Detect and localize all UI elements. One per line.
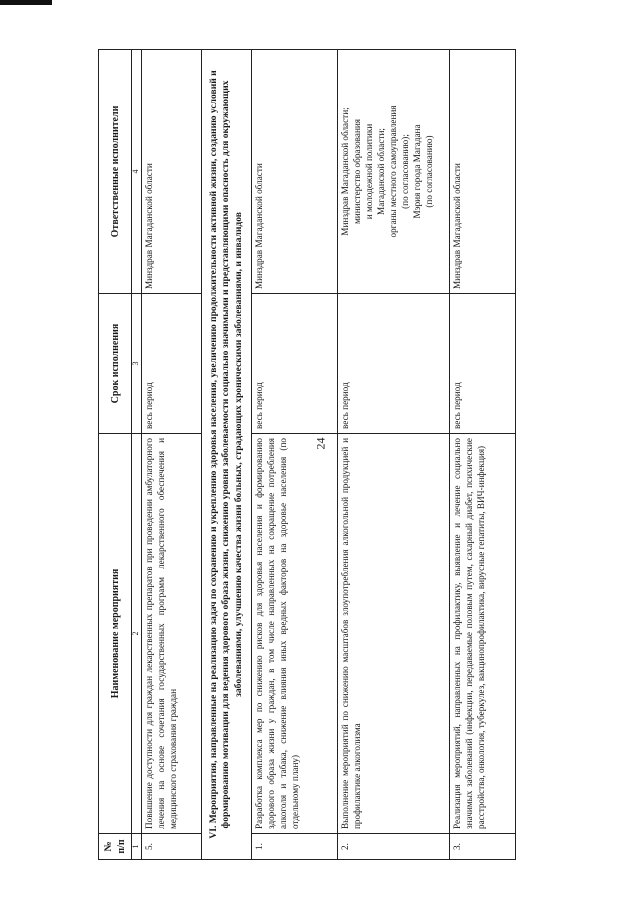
section-row xyxy=(201,50,251,860)
measure-deadline: весь период xyxy=(252,294,338,434)
header-no: № п/п xyxy=(99,834,132,860)
executor-line: Минздрав Магаданской области xyxy=(452,163,463,289)
header-deadline: Срок исполнения xyxy=(99,294,132,434)
executor-line: и молодежной политики xyxy=(364,123,375,220)
row-number: 2. xyxy=(338,834,450,860)
executor-line: (по согласованию); xyxy=(399,134,410,209)
row-number: 3. xyxy=(450,834,516,860)
measure-name: Разработка комплекса мер по снижению рисков для здоровья населения и формированию здорового образа жизни у граждан, в том числе направленных на сокращение потребления алкоголя и табака, снижение влияния иных вредных факторов на здоровье населения (по отдельному плану) xyxy=(252,434,338,834)
column-number: 2 xyxy=(132,434,142,834)
table-row xyxy=(141,50,201,860)
header-executors: Ответственные исполнители xyxy=(99,50,132,294)
column-number-row xyxy=(132,50,142,860)
section-title: VI. Мероприятия, направленные на реализацию задач по сохранению и укреплению здоровья населения, увеличению продолжительности активной жизни, созданию условий и формированию мотивации для ведения здорового образа жизни, снижению уровня заболеваемости социально значимыми и представляющими опасность для окружающих заболеваниями, улучшению качества жизни больных, страдающих хроническими заболеваниями, и инвалидов xyxy=(201,50,251,860)
measure-executors xyxy=(450,50,516,294)
measure-deadline: весь период xyxy=(450,294,516,434)
measure-executors xyxy=(252,50,338,294)
header-name: Наименование мероприятия xyxy=(99,434,132,834)
table-row xyxy=(252,50,338,860)
measure-deadline: весь период xyxy=(338,294,450,434)
measure-executors xyxy=(338,50,450,294)
executor-line: Магаданской области; xyxy=(376,128,387,215)
measure-name: Реализация мероприятий, направленных на профилактику, выявление и лечение социально значимых заболеваний (инфекции, передаваемые половым путем, сахарный диабет, психические расстройства, онкология, туберкулез, вакцинопрофилактика, вирусные гепатиты, ВИЧ-инфекция) xyxy=(450,434,516,834)
executor-line: Минздрав Магаданской области xyxy=(254,163,265,289)
row-number: 5. xyxy=(141,834,201,860)
column-number: 4 xyxy=(132,50,142,294)
measure-deadline: весь период xyxy=(141,294,201,434)
executor-line: (по согласованию) xyxy=(423,135,434,208)
rotated-table-container xyxy=(98,50,518,860)
column-number: 3 xyxy=(132,294,142,434)
table-row xyxy=(450,50,516,860)
column-number: 1 xyxy=(132,834,142,860)
executor-line: Минздрав Магаданской области; xyxy=(340,107,351,236)
scan-edge-mark xyxy=(0,0,52,5)
measures-table xyxy=(98,49,516,860)
executor-line: Мэрия города Магадана xyxy=(411,124,422,219)
measure-name: Выполнение мероприятий по снижению масштабов злоупотребления алкогольной продукцией и профилактике алкоголизма xyxy=(338,434,450,834)
executor-line: органы местного самоуправления xyxy=(388,105,399,238)
row-number: 1. xyxy=(252,834,338,860)
executor-line: министерство образования xyxy=(352,118,363,225)
measure-executors: Минздрав Магаданской области xyxy=(141,50,201,294)
table-row xyxy=(338,50,450,860)
table-header-row xyxy=(99,50,132,860)
measure-name: Повышение доступности для граждан лекарственных препаратов при проведении амбулаторного лечения на основе сочетания государственных программ лекарственного обеспечения и медицинского страхования граждан xyxy=(141,434,201,834)
page-number: 24 xyxy=(313,437,328,450)
